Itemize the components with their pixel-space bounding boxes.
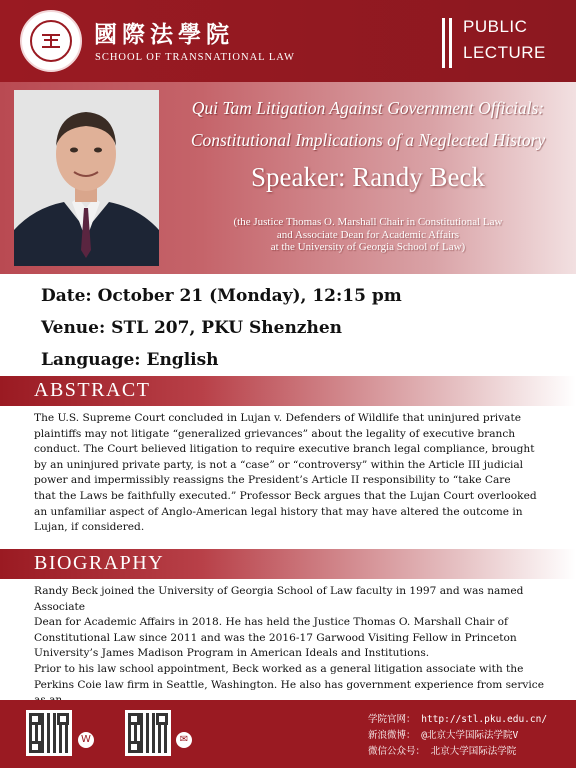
speaker-name: Speaker: Randy Beck [251, 162, 485, 192]
school-name-english: SCHOOL OF TRANSNATIONAL LAW [95, 52, 295, 63]
abstract-line: plaintiffs may not litigate “generalized grievances” about the legality of executive branch [34, 427, 516, 440]
lecture-title-line1: Qui Tam Litigation Against Government Officials: [191, 98, 545, 118]
affiliation-line2: and Associate Dean for Academic Affairs [276, 228, 460, 241]
wechat-account: 微信公众号： 北京大学国际法学院 [368, 746, 517, 757]
abstract-line: Lujan, if considered. [34, 521, 145, 534]
qr-pattern [128, 713, 168, 753]
lecture-label-line1: PUBLIC [463, 17, 528, 36]
contact-info [368, 712, 547, 760]
biography-line: Prior to his law school appointment, Beck worked as a general litigation associate with the [34, 662, 524, 675]
speaker-affiliation [168, 216, 568, 254]
weibo-qr-code[interactable] [26, 710, 72, 756]
pku-seal-logo [20, 10, 82, 72]
abstract-line: an unfamiliar aspect of Anglo-American legal history that may have altered the outcome in [34, 505, 523, 518]
biography-line: University’s James Madison Program in American Ideals and Institutions. [34, 647, 430, 660]
event-date: Date: October 21 (Monday), 12:15 pm [41, 286, 402, 306]
biography-line: Dean for Academic Affairs in 2018. He has held the Justice Thomas O. Marshall Chair of [34, 616, 508, 629]
biography-line: Constitutional Law since 2011 and was the 2016-17 Garwood Visiting Fellow in Princeton [34, 631, 517, 644]
abstract-heading: ABSTRACT [34, 379, 151, 401]
seal-inner-ring [30, 20, 72, 62]
affiliation-line1: (the Justice Thomas O. Marshall Chair in Constitutional Law [233, 216, 503, 228]
abstract-heading-bar [0, 376, 576, 406]
abstract-line: power and impermissibly reassigns the President’s Article II responsibility to “take Care [34, 474, 511, 487]
weibo-icon: W [78, 732, 94, 748]
biography-line: Perkins Coie law firm in Seattle, Washington. He also has government experience from service [34, 678, 544, 691]
event-language: Language: English [41, 350, 219, 370]
abstract-line: that the Laws be faithfully executed.” Professor Beck argues that the Lujan Court overlooked [34, 489, 537, 502]
website-link[interactable]: 学院官网： http://stl.pku.edu.cn/ [368, 714, 548, 725]
biography-line: Randy Beck joined the University of Georgia School of Law faculty in 1997 and was named Associate [34, 585, 524, 613]
lecture-label-line2: LECTURE [463, 43, 546, 62]
speaker-portrait-icon [14, 90, 159, 266]
biography-heading: BIOGRAPHY [34, 552, 165, 574]
qr-pattern [29, 713, 69, 753]
wechat-qr-code[interactable] [125, 710, 171, 756]
lecture-title [168, 92, 568, 156]
event-venue: Venue: STL 207, PKU Shenzhen [41, 318, 342, 338]
lecture-title-line2: Constitutional Implications of a Neglected History [190, 130, 546, 150]
event-details [41, 282, 402, 374]
weibo-handle: 新浪微博： @北京大学国际法学院V [368, 730, 519, 741]
hero-banner [0, 82, 576, 274]
abstract-line: by an uninjured private party, is not a “case” or “controversy” within the Article III judicial [34, 458, 524, 471]
seal-emblem-icon [41, 32, 61, 50]
wechat-icon: ✉ [176, 732, 192, 748]
speaker-photo [14, 90, 159, 266]
abstract-line: The U.S. Supreme Court concluded in Lujan v. Defenders of Wildlife that uninjured private [34, 412, 521, 424]
abstract-text [34, 411, 554, 536]
affiliation-line3: at the University of Georgia School of Law) [270, 241, 466, 253]
abstract-line: conduct. The Court believed litigation to require executive branch legal compliance, brought [34, 443, 535, 456]
poster-footer [0, 700, 576, 768]
biography-heading-bar [0, 549, 576, 579]
poster-header [0, 0, 576, 82]
header-divider-bars [440, 18, 454, 68]
school-name-chinese: 國際法學院 [94, 21, 234, 48]
public-lecture-label [463, 14, 546, 66]
